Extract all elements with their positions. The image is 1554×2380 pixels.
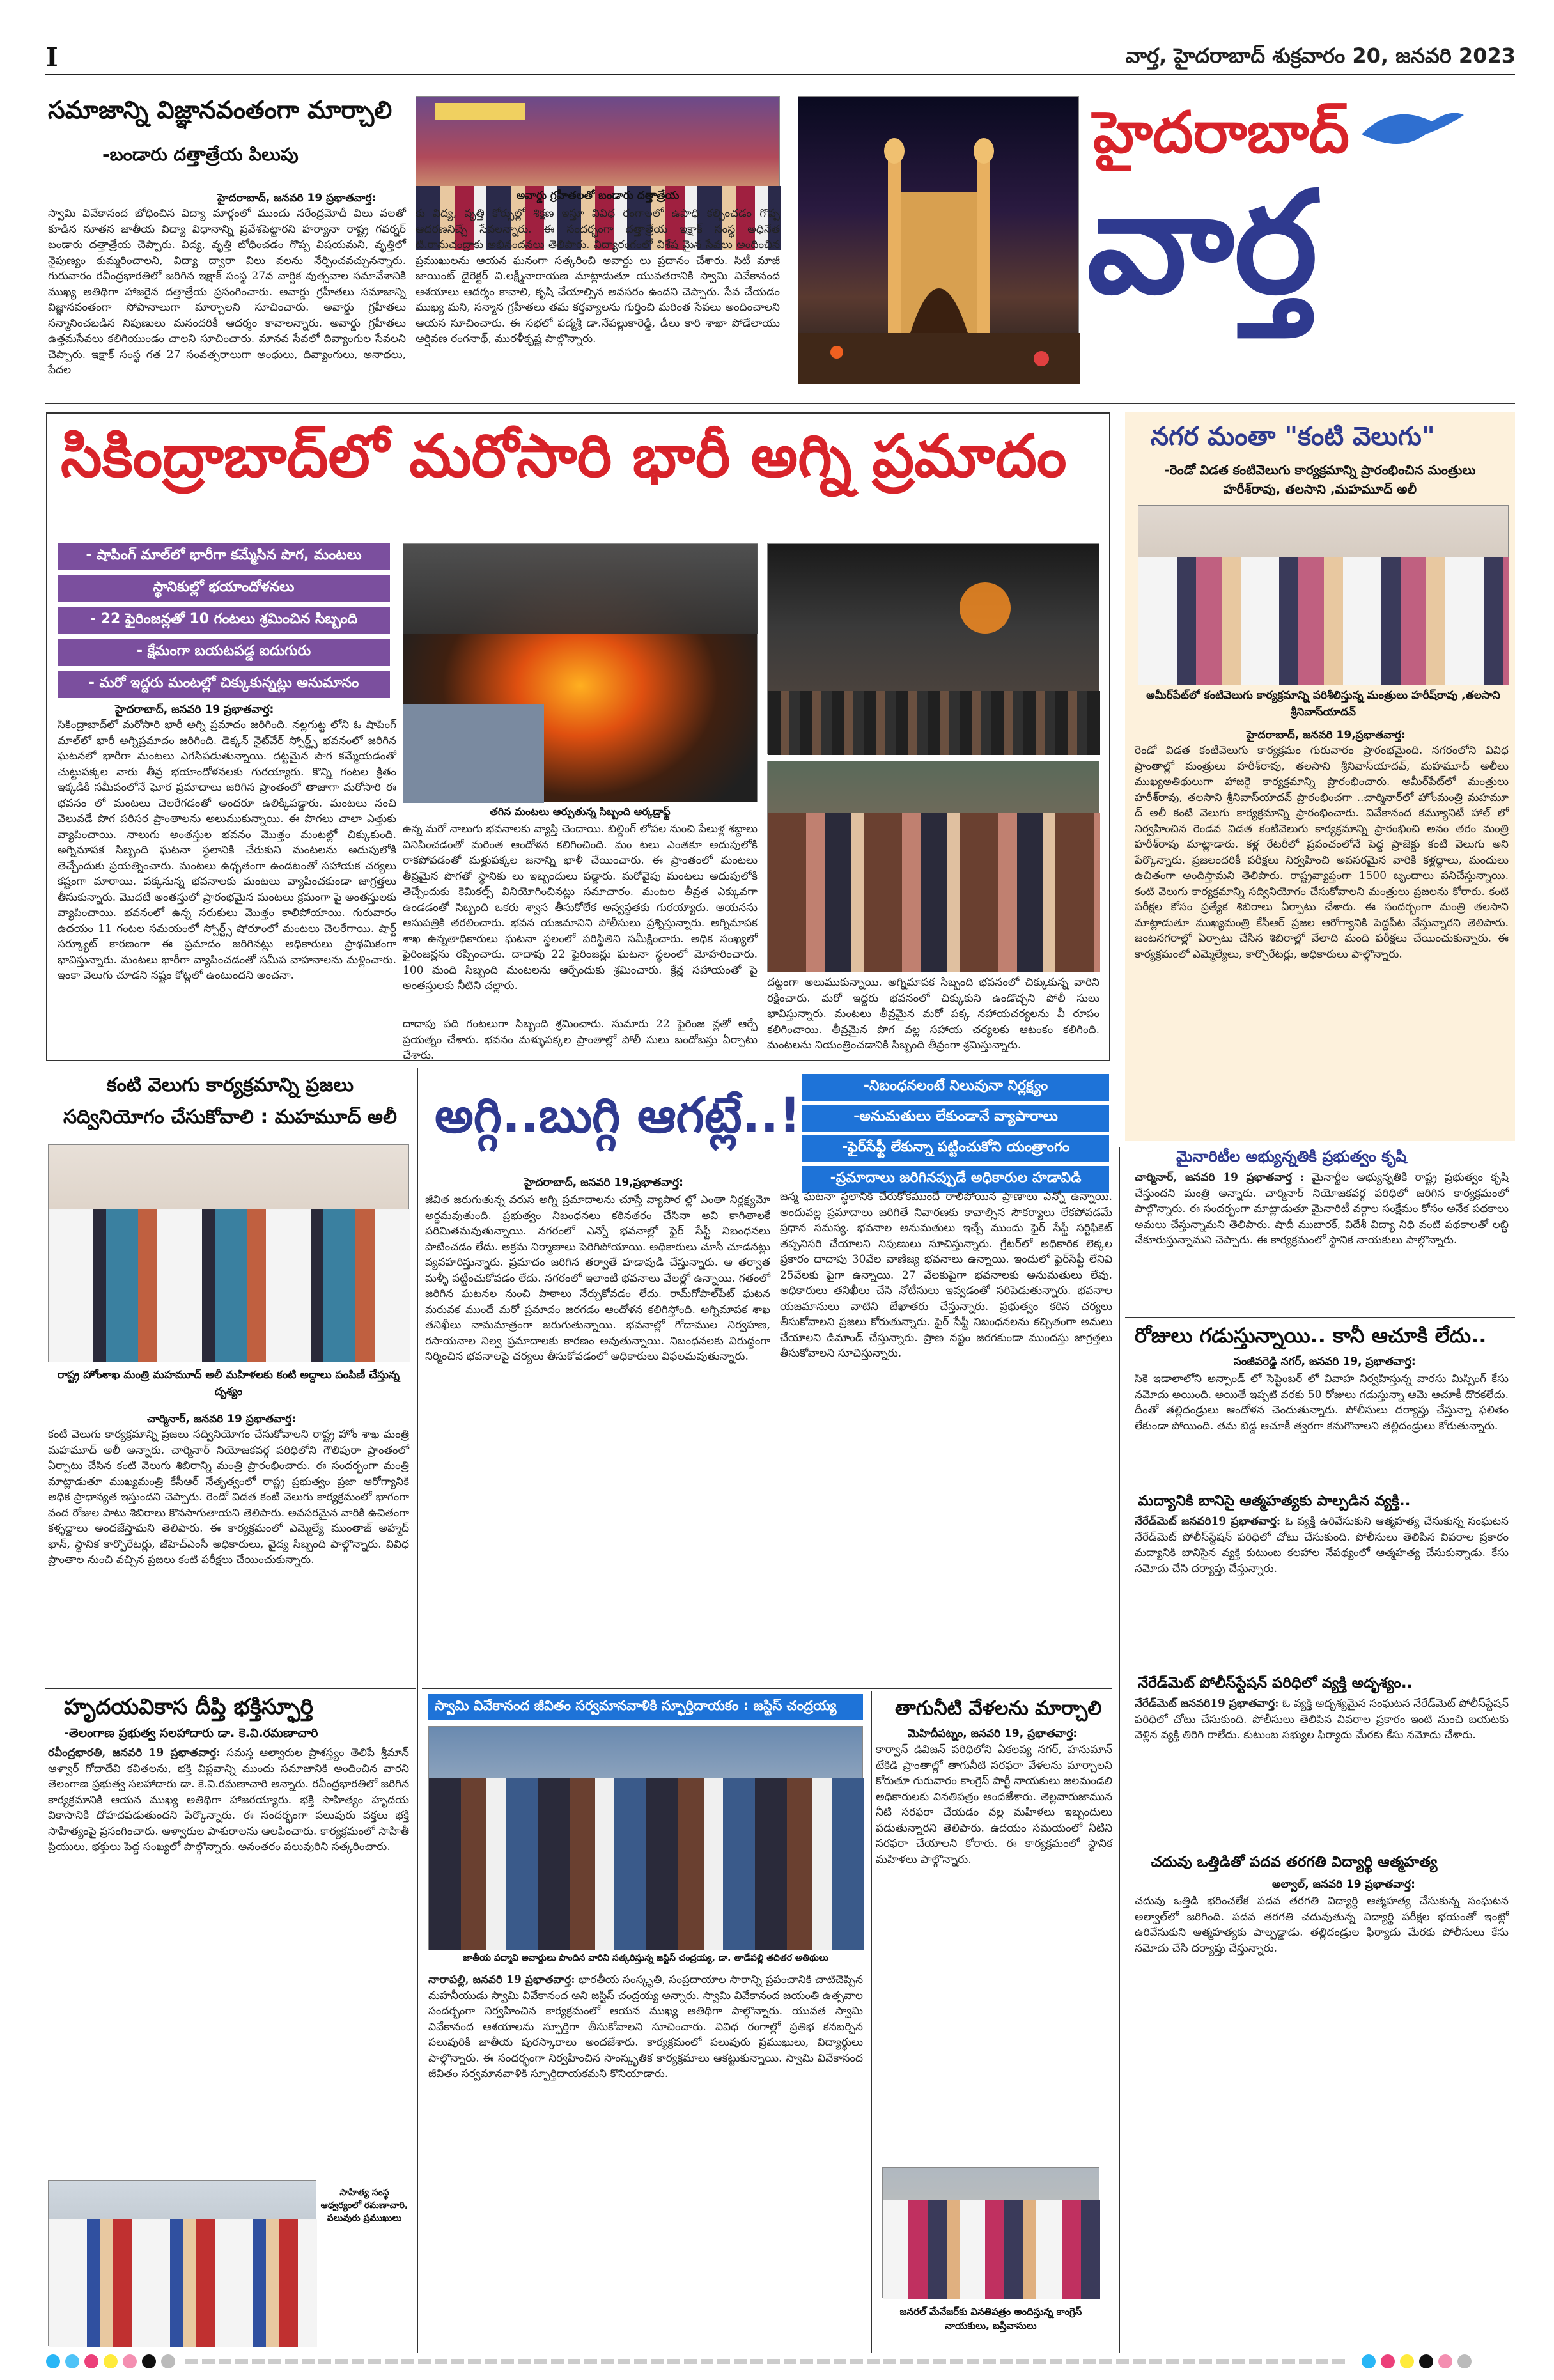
sub1-headline: మద్యానికి బానిసై ఆత్మహత్యకు పాల్పడిన వ్యక్తి..: [1138, 1493, 1411, 1509]
story1-caption: అవార్డు గ్రహీతలతో బండారు దత్తాత్రేయ: [516, 189, 680, 202]
main-body-col2: ఉన్న మరో నాలుగు భవనాలకు వ్యాప్తి చెందాయి. బిల్డింగ్ లోపల నుంచి పేలుళ్ల శబ్దాలు వినిపించడంతో మరింత ఆందోళన కలిగించింది. మం టలు ఎంతకూ అదుపులోకి రాకపోవడంతో మళ్లుపక్కల జనాన్ని ఖాళీ చేయించారు. ఈ ప్రాంతంలో మంటలు తీవ్రమైన పొగతో స్థానికు లు ఇబ్బందులు పడ్డారు. మరోవైపు మంటలు అదుపులోకి తెచ్చేందుకు కెమికల్స్ వినియోగించినట్లు సమాచారం. మంటల తీవ్రత ఎక్కువగా ఉండడంతో సిబ్బంది ఒకరు శ్వాస తీసుకోలేక అస్వస్థతకు గురయ్యారు. ఆయనను ఆసుపత్రికి తరలించారు. భవన యజమానిని పోలీసులు ప్రశ్నిస్తున్నారు. అగ్నిమాపక శాఖ ఉన్నతాధికారులు ఘటనా స్థలంలో పరిస్థితిని సమీక్షించారు. అధిక సంఖ్యలో ఫైరింజన్లను రప్పించారు. దాదాపు 22 ఫైరింజన్లు ఘటనా స్థలంలో మోహరించారు. 100 మంది సిబ్బంది మంటలను ఆర్పేందుకు శ్రమించారు. క్రేన్ల సహాయంతో పై అంతస్తులకు నీటిని చల్లారు.: [403, 823, 758, 992]
col-rule-center: [871, 1691, 872, 2353]
sub2-dateline: నేరేడ్‌మెట్‌ జనవరి19 ప్రభాతవార్త:: [1135, 1697, 1279, 1710]
main-bullet: - 22 ఫైరింజన్లతో 10 గంటలు శ్రమించిన సిబ్బంది: [58, 607, 390, 634]
sub2-body: [1135, 1696, 1509, 1843]
dove-logo-icon: [1355, 96, 1470, 160]
main-headline: సికింద్రాబాద్‌లో మరోసారి భారీ అగ్ని ప్రమాదం: [61, 422, 1067, 490]
reg-dot: [46, 2354, 60, 2368]
mahmood-dateline: చార్మినార్‌, జనవరి 19 ప్రభాతవార్త:: [147, 1413, 296, 1426]
main-bullet: - షాపింగ్ మాల్‌లో భారీగా కమ్మేసిన పొగ, మంటలు: [58, 543, 390, 570]
aggi-body-col1: జీవిత జరుగుతున్న వరుస అగ్ని ప్రమాదాలను చూస్తే వ్యాపార ల్లో ఎంతా నిర్లక్ష్యమో అర్థమవుతుంది. ప్రభుత్వం నిబంధనలు కఠినతరం చేసినా అవి కాగితాలకే పరిమితమవుతున్నాయి. నగరంలో ఎన్నో భవనాల్లో ఫైర్ సేఫ్టీ నిబంధనలు పాటించడం లేదు. అక్రమ నిర్మాణాలు పెరిగిపోయాయి. అధికారులు చూసీ చూడనట్లు వ్యవహరిస్తున్నారు. ప్రమాదం జరిగిన తర్వాతే హడావుడి చేస్తున్నారు. ఆ తర్వాత మళ్ళీ పట్టించుకోవడం లేదు. నగరంలో ఇలాంటి భవనాలు వేలల్లో ఉన్నాయి. గతంలో జరిగిన ఘటనల నుంచి పాఠాలు నేర్చుకోవడం లేదు. రామ్‌గోపాల్‌పేట్ ఘటన మరువక ముందే మరో ప్రమాదం జరగడం ఆందోళన కలిగిస్తోంది. అగ్నిమాపక శాఖ తనిఖీలు నామమాత్రంగా జరుగుతున్నాయి. భవనాల్లో గోదాముల నిర్వహణ, రసాయనాల నిల్వ ప్రమాదాలకు కారణం అవుతున్నాయి. నిబంధనలకు విరుద్ధంగా నిర్మించిన భవనాలపై చర్యలు తీసుకోవడంలో అధికారులు విఫలమవుతున్నారు.: [425, 1194, 770, 1363]
story1-subhead: -బండారు దత్తాత్రేయ పిలుపు: [102, 144, 299, 165]
registration-marks-right: [1362, 2354, 1472, 2368]
right-rule-1: [1125, 1317, 1515, 1318]
reg-dot: [1400, 2354, 1414, 2368]
masthead-city: హైదరాబాద్: [1093, 99, 1349, 166]
main-crowd-caption: దట్టంగా అలుముకున్నాయి. అగ్నిమాపక సిబ్బంది భవనంలో చిక్కుకున్న వారిని రక్షించారు. మరో ఇద్దరు భవనంలో చిక్కుకుని ఉండొచ్చని పోలీ సులు భావిస్తున్నారు. మంటలు తీవ్రమైన మరో పక్క నహాయచర్యలను వీ రూపం కలిగించాయి. తీవ్రమైన పొగ వల్ల సహాయ చర్యలకు ఆటంకం కలిగింది. మంటలను నియంత్రించడానికి సిబ్బంది తీవ్రంగా శ్రమిస్తున్నారు.: [767, 976, 1099, 1052]
reg-dot: [1381, 2354, 1395, 2368]
main-body-col3: దాదాపు పది గంటలుగా సిబ్బంది శ్రమించారు. సుమారు 22 ఫైరింజ న్లతో ఆర్పే ప్రయత్నం చేశారు. భవనం మళ్ళుపక్కల ప్రాంతాల్లో పోలీ సులు బందోబస్తు ఏర్పాటు చేశారు.: [403, 1018, 758, 1062]
sub2-headline: నేరేడ్‌మెట్‌ పోలీస్‌స్టేషన్ పరిధిలో వ్యక్తి అదృశ్యం..: [1138, 1675, 1413, 1692]
aggi-bullet: -ఫైర్‌సేఫ్టీ లేకున్నా పట్టించుకోని యంత్రాంగం: [802, 1135, 1109, 1162]
rojulu-dateline: సంజీవరెడ్డి నగర్‌, జనవరి 19, ప్రభాతవార్త:: [1234, 1355, 1416, 1368]
mahmood-caption: రాష్ట్ర హోంశాఖ మంత్రి మహమూద్ అలీ మహిళలకు కంటి అద్దాలు పంపిణీ చేస్తున్న దృశ్యం: [58, 1369, 400, 1398]
mahmood-headline-2: సద్వినియోగం చేసుకోవాలి : మహమూద్ అలీ: [63, 1106, 397, 1128]
aggi-headline: అగ్గి..బుగ్గి ఆగట్లే..!: [435, 1087, 801, 1144]
reg-dot: [123, 2354, 137, 2368]
charminar-icon: [798, 97, 1080, 384]
sub3-dateline: అల్వాల్‌, జనవరి 19 ప్రభాతవార్త:: [1272, 1878, 1415, 1891]
swami-text: భారతీయ సంస్కృతి, సంప్రదాయాల సారాన్ని ప్రపంచానికి చాటిచెప్పిన మహనీయుడు స్వామి వివేకానంద అని జస్టిస్ చంద్రయ్య అన్నారు. స్వామి వివేకానంద జయంతి ఉత్సవాల సందర్భంగా నిర్వహించిన కార్యక్రమంలో ఆయన ముఖ్య అతిథిగా పాల్గొన్నారు. యువత స్వామి వివేకానంద ఆశయాలను స్ఫూర్తిగా తీసుకోవాలని సూచించారు. వివిధ రంగాల్లో ప్రతిభ కనబర్చిన పలువురికి జాతీయ పురస్కారాలు అందజేశారు. కార్యక్రమంలో పలువురు ప్రముఖులు, విద్యార్థులు పాల్గొన్నారు. ఈ సందర్భంగా నిర్వహించిన సాంస్కృతిక కార్యక్రమాలు ఆకట్టుకున్నాయి. స్వామి వివేకానంద జీవితం సర్వమానవాళికి స్ఫూర్తిదాయకమని కొనియాడారు.: [428, 1973, 864, 2080]
story1-dateline: హైదరాబాద్‌, జనవరి 19 ప్రభాతవార్త:: [217, 192, 377, 205]
main-body-col1: సికింద్రాబాద్‌లో మరోసారి భారీ అగ్ని ప్రమాదం జరిగింది. నల్లగుట్ట లోని ఓ షాపింగ్ మాల్‌లో భారీ అగ్నిప్రమాదం జరిగింది. డెక్కన్ నైట్‌వేర్ స్పోర్ట్స్ భవనంలో జరిగిన ఘటనలో భారీగా మంటలు ఎగసిపడుతున్నాయి. దట్టమైన పొగ కమ్మేయడంతో చుట్టుపక్కల వారు తీవ్ర భయాందోళనలకు గురయ్యారు. కొన్ని గంటల క్రితం ఇక్కడికి సమీపంలోనే ఘోర ప్రమాదాలు జరిగిన ప్రాంతంలో తాజాగా మరోసారి ఈ భవనం లో మంటలు చెలరేగడంతో అందరూ ఉలిక్కిపడ్డారు. మంటలు నంచి వెలువడే పొగ పరిసర ప్రాంతాలను అలుముకున్నాయి. ఈ పొగలు చాలా ఎత్తుకు వ్యాపించాయి. నాలుగు అంతస్తుల భవనం మొత్తం మంటల్లో చిక్కుకుంది. అగ్నిమాపక సిబ్బంది ఘటనా స్థలానికి చేరుకుని మంటలను అదుపులోకి తెచ్చేందుకు ప్రయత్నించారు. మంటలు ఉధృతంగా ఉండటంతో సహాయక చర్యలు కష్టంగా మారాయి. పక్కనున్న భవనాలకు మంటలు వ్యాపించకుండా జాగ్రత్తలు తీసుకున్నారు. మొదటి అంతస్తులో ప్రారంభమైన మంటలు క్రమంగా పై అంతస్తులకు వ్యాపించాయి. భవనంలో ఉన్న సరుకులు మొత్తం కాలిపోయాయి. గురువారం ఉదయం 11 గంటల సమయంలో స్పోర్ట్స్ షోరూంలో మంటలు చెలరేగాయి. షార్ట్ సర్క్యూట్ కారణంగా ఈ ప్రమాదం జరిగినట్లు అధికారులు ప్రాథమికంగా భావిస్తున్నారు. మంటలు భారీగా వ్యాపించడంతో సమీప వాహనాలను మళ్లించారు. ఇంకా వెలుగు చూడని నష్టం కోట్లలో ఉంటుందని అంచనా.: [58, 719, 396, 982]
left-rule: [45, 1688, 416, 1689]
taguniti-photo: [882, 2167, 1099, 2298]
people: [429, 1778, 864, 1950]
taguniti-caption: జనరల్ మేనేజర్‌కు వినతిపత్రం అందిస్తున్న కాంగ్రెస్ నాయకులు, బస్తీవాసులు: [899, 2306, 1082, 2331]
ministers: [1138, 557, 1509, 685]
main-crowd-photo: [767, 761, 1099, 972]
people: [49, 2219, 317, 2347]
col-rule-right: [1119, 1147, 1120, 2353]
hrudaya-headline: హృదయవికాస దీప్తి భక్తిస్ఫూర్తి: [64, 1694, 313, 1720]
page-dateline: వార్త, హైదరాబాద్ శుక్రవారం 20, జనవరి 2023: [1125, 43, 1516, 68]
sub1-text: ఓ వ్యక్తి ఉరివేసుకుని ఆత్మహత్య చేసుకున్న సంఘటన నేరేడ్‌మెట్ పోలీస్‌స్టేషన్ పరిధిలో చోటు చేసుకుంది. పోలీసులు తెలిపిన వివరాల ప్రకారం మద్యానికి బానిసైన వ్యక్తి కుటుంబ కలహాల నేపథ్యంలో ఆత్మహత్య చేసుకున్నాడు. కేసు నమోదు చేసి దర్యాప్తు చేస్తున్నారు.: [1135, 1515, 1509, 1575]
swami-caption: జాతీయ పద్మావి అవార్డులు పొందిన వారిని సత్కరిస్తున్న జస్టిస్ చంద్రయ్య, డా. తాడేపల్లి తదితర అతిథులు: [463, 1953, 828, 1963]
masthead-charminar-photo: [798, 96, 1079, 384]
masthead-name: వార్త: [1087, 161, 1318, 325]
story1-headline: సమాజాన్ని విజ్ఞానవంతంగా మార్చాలి: [48, 96, 392, 124]
rojulu-body: సికె ఇడాలాలోని అన్సాండ్ లో సెప్టెంబర్ లో వివాహ నిర్వహిస్తున్న వారసు మిస్సింగ్ కేసు నమోదు అయింది. అయితే ఇప్పటి వరకు 50 రోజులు గడుస్తున్నా ఆమె ఆచూకీ దొరకలేదు. దీంతో తల్లిదండ్రులు ఆందోళన చెందుతున్నారు. పోలీసులు దర్యాప్తు చేస్తున్నా ఫలితం లేకుండా పోయింది. తమ బిడ్డ ఆచూకీ త్వరగా కనుగొనాలని తల్లిదండ్రులు కోరుతున్నారు.: [1135, 1373, 1509, 1433]
kanti-headline: నగర మంతా "కంటి వెలుగు": [1151, 422, 1435, 451]
hrudaya-body: [48, 1745, 409, 2167]
main-dateline: హైదరాబాద్‌, జనవరి 19 ప్రభాతవార్త:: [115, 703, 274, 716]
aggi-bullet: -ప్రమాదాలు జరిగినప్పుడే అధికారుల హడావిడి: [802, 1166, 1109, 1193]
sub3-headline: చదువు ఒత్తిడితో పదవ తరగతి విద్యార్థి ఆత్మహత్య: [1151, 1854, 1438, 1871]
swami-body: [428, 1972, 863, 2346]
mahmood-headline-1: కంటి వెలుగు కార్యక్రమాన్ని ప్రజలు: [106, 1074, 354, 1096]
reg-dot: [84, 2354, 98, 2368]
kanti-caption: అమీర్‌పేట్‌లో కంటివెలుగు కార్యక్రమాన్ని పరిశీలిస్తున్న మంత్రులు హరీష్‌రావు ,తలసాని శ్రీనివాస్‌యాదవ్: [1146, 689, 1500, 719]
minority-text: మైనార్టీల అభ్యున్నతికి రాష్ట్ర ప్రభుత్వం కృషి చేస్తుందని మంత్రి అన్నారు. చార్మినార్ నియోజకవర్గ పరిధిలో జరిగిన కార్యక్రమంలో పాల్గొన్నారు. ఈ సందర్భంగా మాట్లాడుతూ మైనారిటీ వర్గాల సంక్షేమం కోసం అనేక పథకాలు అమలు చేస్తున్నామని తెలిపారు. షాదీ ముబారక్, విదేశీ విద్యా నిధి వంటి పథకాలతో లబ్ధి చేకూరుస్తున్నామని చెప్పారు. ఈ కార్యక్రమంలో స్థానిక నాయకులు పాల్గొన్నారు.: [1135, 1171, 1509, 1247]
main-night-photo: [767, 543, 1099, 754]
kanti-subhead: -రెండో విడత కంటివెలుగు కార్యక్రమాన్ని ప్రారంభించిన మంత్రులు హరీశ్‌రావు, తలసాని ,మహమూద్ అలీ: [1164, 462, 1476, 497]
kanti-photo: [1138, 505, 1509, 684]
building: [403, 704, 544, 803]
main-bullets: [58, 543, 390, 703]
sub1-dateline: నేరేడ్‌మెట్‌ జనవరి19 ప్రభాతవార్త:: [1135, 1515, 1281, 1528]
hrudaya-caption: సాహిత్య సంస్థ ఆధ్వర్యంలో రమణాచారి, పలువురు ప్రముఖులు: [320, 2188, 408, 2223]
header-rule: [45, 74, 1515, 75]
reg-dot: [1419, 2354, 1433, 2368]
reg-dot: [1438, 2354, 1452, 2368]
reg-dot: [104, 2354, 118, 2368]
reg-dot: [142, 2354, 156, 2368]
aggi-bullets: [802, 1074, 1109, 1197]
mahmood-body: కంటి వెలుగు కార్యక్రమాన్ని ప్రజలు సద్వినియోగం చేసుకోవాలని రాష్ట్ర హోం శాఖ మంత్రి మహమూద్ అలీ అన్నారు. చార్మినార్ నియోజకవర్గ పరిధిలోని గౌలిపురా ప్రాంతంలో ఏర్పాటు చేసిన కంటి వెలుగు శిబిరాన్ని మంత్రి ప్రారంభించారు. ఈ సందర్భంగా మంత్రి మాట్లాడుతూ ముఖ్యమంత్రి కేసీఆర్ నేతృత్వంలో రాష్ట్ర ప్రభుత్వం ప్రజా ఆరోగ్యానికి అధిక ప్రాధాన్యత ఇస్తుందని చెప్పారు. రెండో విడత కంటి వెలుగు కార్యక్రమంలో భాగంగా వంద రోజుల పాటు శిబిరాలు కొనసాగుతాయని తెలిపారు. అవసరమైన వారికి ఉచితంగా కళ్ళద్దాలు అందజేస్తామని తెలిపారు. ఈ కార్యక్రమంలో ఎమ్మెల్యే ముంతాజ్ అహ్మద్ ఖాన్, స్థానిక కార్పొరేటర్లు, జీహెచ్ఎంసీ అధికారులు, వైద్య సిబ్బంది పాల్గొన్నారు. వివిధ ప్రాంతాల నుంచి వచ్చిన ప్రజలు కంటి పరీక్షలు చేయించుకున్నారు.: [48, 1428, 409, 1566]
center-rule: [422, 1688, 1112, 1689]
story1-body-col1: స్వామి వివేకానంద బోధించిన విద్యా మార్గంలో ముందు నరేంద్రమోదీ విలు వలతో కూడిన నూతన జాతీయ విద్యా విధానాన్ని ప్రవేశపెట్టారని హర్యానా రాష్ట్ర గవర్నర్ బండారు దత్తాత్రేయ చెప్పారు. విద్య, వృత్తి బోధించడం గొప్ప విషయమని, వృత్తిలో నైపుణ్యం కుమ్మరించాలని, విద్యా ద్వారా విలు వలను నేర్పించవచ్చునన్నారు. గురువారం రవీంద్రభారతిలో జరిగిన ఇక్షాక్ సంస్థ 27వ వార్షిక వుత్సవాల సమావేశానికి ముఖ్య అతిథిగా హాజరైన దత్తాత్రేయ ప్రసంగించారు. అవార్డు గ్రహీతలు సమాజాన్ని విజ్ఞానవంతంగా సోపానాలుగా మార్చాలని సూచించారు. అవార్డు గ్రహీతలు సన్మానించబడిన నిపుణులు మనందరికీ ఆదర్శం కావాలన్నారు. అవార్డు గ్రహీతలు ఉత్తమసేవలు కలిగియుండం చాలని సూచించారు. మానవ సేవలో దివ్యాంగుల సేవలని చెప్పారు. ఇక్షాక్ సంస్థ గత 27 సంవత్సరాలుగా అంధులు, దివ్యాంగులు, అనాథలు, పేదల: [48, 207, 406, 377]
people: [49, 1209, 410, 1362]
kanti-dateline: హైదరాబాద్‌, జనవరి 19,ప్రభాతవార్త:: [1247, 729, 1406, 742]
reg-dot: [65, 2354, 79, 2368]
taguniti-body: కార్వాన్ డివిజన్ పరిధిలోని ఏకలవ్య నగర్, హనుమాన్ టేకిడి ప్రాంతాల్లో తాగునీటి సరఫరా వేళలను మార్చాలని కోరుతూ గురువారం కాంగ్రెస్ పార్టీ నాయకులు జలమండలి అధికారులకు వినతిపత్రం అందజేశారు. తెల్లవారుజామున నీటి సరఫరా చేయడం వల్ల మహిళలు ఇబ్బందులు పడుతున్నారని తెలిపారు. ఉదయం సమయంలో నీటిని సరఫరా చేయాలని కోరారు. ఈ కార్యక్రమంలో స్థానిక మహిళలు పాల్గొన్నారు.: [876, 1743, 1112, 1866]
taguniti-headline: తాగునీటి వేళలను మార్చాలి: [895, 1697, 1102, 1720]
sub3-body: చదువు ఒత్తిడి భరించలేక పదవ తరగతి విద్యార్థి ఆత్మహత్య చేసుకున్న సంఘటన అల్వాల్‌లో జరిగింది. పదవ తరగతి చదువుతున్న విద్యార్థి పరీక్షల భయంతో ఇంట్లో ఉరివేసుకుని ఆత్మహత్యకు పాల్పడ్డాడు. తల్లిదండ్రుల ఫిర్యాదు మేరకు పోలీసులు కేసు నమోదు చేసి దర్యాప్తు చేస్తున్నారు.: [1135, 1895, 1509, 1955]
reg-dot: [161, 2354, 175, 2368]
minority-dateline: చార్మినార్‌, జనవరి 19 ప్రభాతవార్త :: [1135, 1171, 1305, 1184]
people: [768, 813, 1100, 972]
sub2-text: ఓ వ్యక్తి అదృశ్యమైన సంఘటన నేరేడ్‌మెట్ పోలీస్‌స్టేషన్ పరిధిలో చోటు చేసుకుంది. పోలీసులు తెలిపిన వివరాల ప్రకారం ఇంటి నుంచి బయటకు వెళ్లిన వ్యక్తి తిరిగి రాలేదు. కుటుంబ సభ్యుల ఫిర్యాదు మేరకు కేసు నమోదు చేశారు.: [1135, 1697, 1509, 1741]
swami-dateline: నారాపల్లి, జనవరి 19 ప్రభాతవార్త:: [428, 1973, 575, 1986]
swami-headline: స్వామి వివేకానంద జీవితం సర్వమానవాళికి స్ఫూర్తిదాయకం : జస్టిస్ చంద్రయ్య: [428, 1694, 863, 1720]
page-marker: I: [46, 42, 58, 72]
kanti-body: రెండో విడత కంటివెలుగు కార్యక్రమం గురువారం ప్రారంభమైంది. నగరంలోని వివిధ ప్రాంతాల్లో మంత్రులు హరీశ్‌రావు, తలసాని శ్రీనివాస్‌యాదవ్, మహమూద్ అలీలు ముఖ్యఅతిథులుగా హాజరై కార్యక్రమాన్ని ప్రారంభించారు. అమీర్‌పేట్‌లో మంత్రులు హరీశ్‌రావు, తలసాని శ్రీనివాస్‌యాదవ్ ప్రారంభించగా ..చార్మినార్‌లో హోంమంత్రి మహమూ ద్ అలీ కంటి వెలుగు కార్యక్రమాన్ని ప్రారంభించారు. వివేకానంద కమ్యూనిటీ హాల్ లో నిర్వహించిన రెండవ విడత కంటివెలుగు కార్యక్రమాన్ని ప్రారంభించి అనం తరం మంత్రి హరీశ్‌రావు మాట్లాడారు. కళ్ల రేటరీలో ప్రపంచంలోనే పెద్ద ప్రాజెక్టు కంటి వెలుగు అని పేర్కొన్నారు. ప్రజలందరికీ పరీక్షలు నిర్వహించి అవసరమైన వారికి కళ్లద్దాలు, మందులు ఉచితంగా అందిస్తామని తెలిపారు. రాష్ట్రవ్యాప్తంగా 1500 బృందాలు పనిచేస్తున్నాయి. కంటి వెలుగు కార్యక్రమాన్ని సద్వినియోగం చేసుకోవాలని మంత్రులు ప్రజలను కోరారు. కంటి పరీక్షల కోసం ప్రత్యేక శిబిరాలు ఏర్పాటు చేశారు. ఈ సందర్భంగా మంత్రి తలసాని మాట్లాడుతూ ముఖ్యమంత్రి కేసీఆర్ ప్రజల ఆరోగ్యానికి పెద్దపీట వేస్తున్నారని తెలిపారు. జంటనగరాల్లో ఏర్పాటు చేసిన శిబిరాల్లో వేలాది మంది పరీక్షలు చేయించుకున్నారు. ఈ కార్యక్రమంలో ఎమ్మెల్యేలు, కార్పొరేటర్లు, అధికారులు పాల్గొన్నారు.: [1135, 744, 1509, 961]
swami-photo: [428, 1726, 863, 1950]
rojulu-headline: రోజులు గడుస్తున్నాయి.. కానీ ఆచూకి లేదు..: [1135, 1323, 1487, 1348]
reg-dot: [1362, 2354, 1376, 2368]
aggi-dateline: హైదరాబాద్‌, జనవరి 19,ప్రభాతవార్త:: [524, 1176, 683, 1189]
mahmood-photo: [48, 1144, 409, 1362]
taguniti-dateline: మెహిదీపట్నం, జనవరి 19, ప్రభాతవార్త:: [908, 1727, 1078, 1740]
hrudaya-subhead: -తెలంగాణ ప్రభుత్వ సలహాదారు డా. కె.వి.రమణాచారి: [64, 1726, 318, 1740]
hrudaya-dateline: రవీంద్రభారతి, జనవరి 19 ప్రభాతవార్త:: [48, 1746, 221, 1759]
photo-banner: [435, 103, 525, 120]
people: [883, 2200, 1100, 2299]
col-rule-left: [417, 1068, 418, 2353]
registration-marks-left: [46, 2354, 175, 2368]
minority-body: [1135, 1170, 1509, 1311]
story1-body-col2: కు విద్య, వృత్తి కోర్సుల్లో శిక్షణ ఇస్తూ వివిధ రంగాలలో ఉపాధి కల్పించడం గొప్ప ఆదరణనిచ్చే సేవలన్నారు. ఈ సందర్భంగా దత్తాత్రేయ ఇక్షాక్ సంస్థ అధినేత టి.రామచంద్రాకు అభినందనలు తెలిపారు. విద్యారంగంలో విశేష మైన సేవలు అందించిన ప్రముఖులను ఆయన ఘనంగా సత్కరించి అవార్డు లు ప్రదానం చేశారు. సిటీ మాజీ జాయింట్ డైరెక్టర్ వి.లక్ష్మీనారాయణ మాట్లాడుతూ యువతరానికి స్వామి వివేకానంద ఆశయాలు ఆదర్శం కావాలి, కృషి చేయాల్సిన అవసరం ఉందని చెప్పారు. సేవ చేయడం ముఖ్య మని, సన్మాన గ్రహీతలు తమ కర్తవ్యాలను గుర్తించి మరింత సేవలు అందించాలని ఆయన సూచించారు. ఈ సభలో పద్మశ్రీ డా.నేపల్లుకారెడ్డి, డీలు కారి శాఖా పోడేలాయు ఆర్షివణ రంగనాథ్, మురళీకృష్ణ పాల్గొన్నారు.: [416, 207, 780, 345]
sub1-body: [1135, 1514, 1509, 1667]
registration-strip: [185, 2359, 1349, 2364]
top-section-rule: [45, 403, 1515, 404]
aggi-bullet: -అనుమతులు లేకుండానే వ్యాపారాలు: [802, 1105, 1109, 1132]
fire-glow: [960, 582, 1011, 634]
main-bullet: - మరో ఇద్దరు మంటల్లో చిక్కుకున్నట్లు అనుమానం: [58, 671, 390, 698]
crowd: [768, 691, 1100, 755]
aggi-bullet: -నిబంధనలంటే నిలువునా నిర్లక్ష్యం: [802, 1074, 1109, 1101]
main-fire-photo: [403, 543, 758, 802]
main-bullet: స్థానికుల్లో భయాందోళనలు: [58, 575, 390, 602]
hrudaya-text: సమస్త ఆల్వారుల ప్రాశస్త్యం తెలిపే శ్రీమాన్ ఆళ్వార్ గోదాదేవి కవితలను, భక్తి విప్లవాన్ని ముందు సమాజానికి అందించిన వారని తెలంగాణ ప్రభుత్వ సలహాదారు డా. కె.వి.రమణాచారి అన్నారు. రవీంద్రభారతిలో జరిగిన కార్యక్రమానికి ఆయన ముఖ్య అతిథిగా హాజరయ్యారు. భక్తి సాహిత్యం హృదయ వికాసానికి దోహదపడుతుందని పేర్కొన్నారు. ఈ సందర్భంగా పలువురు వక్తలు భక్తి సాహిత్యంపై ప్రసంగించారు. ఆళ్వారుల పాశురాలను ఆలపించారు. కార్యక్రమంలో సాహితీ ప్రియులు, భక్తులు పెద్ద సంఖ్యలో పాల్గొన్నారు. అనంతరం పలువురిని సత్కరించారు.: [48, 1746, 409, 1853]
main-fire-caption: తగిన మంటలు ఆర్పుతున్న సిబ్బంది ఆర్కడ్రాఫ్ట్: [490, 805, 671, 818]
minority-headline: మైనారిటీల అభ్యున్నతికి ప్రభుత్వం కృషి: [1176, 1147, 1407, 1165]
hrudaya-photo: [48, 2180, 316, 2346]
reg-dot: [1457, 2354, 1472, 2368]
main-bullet: - క్షేమంగా బయటపడ్డ ఐదుగురు: [58, 639, 390, 666]
aggi-body-col2: జన్మ ఘటనా స్థలానికి చేరుకోకముందే రాలిపోయిన ప్రాణాలు ఎన్నో ఉన్నాయి. అందువల్ల ప్రమాదాలు జరిగితే నివారణకు కావాల్సిన సౌకర్యాలు లేకపోవడమే ప్రధాన సమస్య. భవనాల అనుమతులు ఇచ్చే ముందు ఫైర్ సేఫ్టీ సర్టిఫికెట్ తప్పనిసరి చేయాలని నిపుణులు సూచిస్తున్నారు. గ్రేటర్‌లో అధికారిక లెక్కల ప్రకారం దాదాపు 30వేల వాణిజ్య భవనాలు ఉన్నాయి. ఇందులో ఫైర్‌సేఫ్టీ లేనివి 25వేలకు పైగా ఉన్నాయి. 27 వేలకుపైగా భవనాలకు అనుమతులు లేవు. అధికారులు తనిఖీలు చేసి నోటీసులు ఇవ్వడంతో సరిపెడుతున్నారు. భవనాల యజమానులు వాటిని బేఖాతరు చేస్తున్నారు. ప్రభుత్వం కఠిన చర్యలు తీసుకోవాలని ప్రజలు కోరుతున్నారు. ఫైర్ సేఫ్టీ నిబంధనలను కచ్చితంగా అమలు చేయాలని డిమాండ్ చేస్తున్నారు. ప్రాణ నష్టం జరగకుండా ముందస్తు జాగ్రత్తలు తీసుకోవాలని సూచిస్తున్నారు.: [780, 1190, 1112, 1360]
smoke: [403, 544, 758, 634]
